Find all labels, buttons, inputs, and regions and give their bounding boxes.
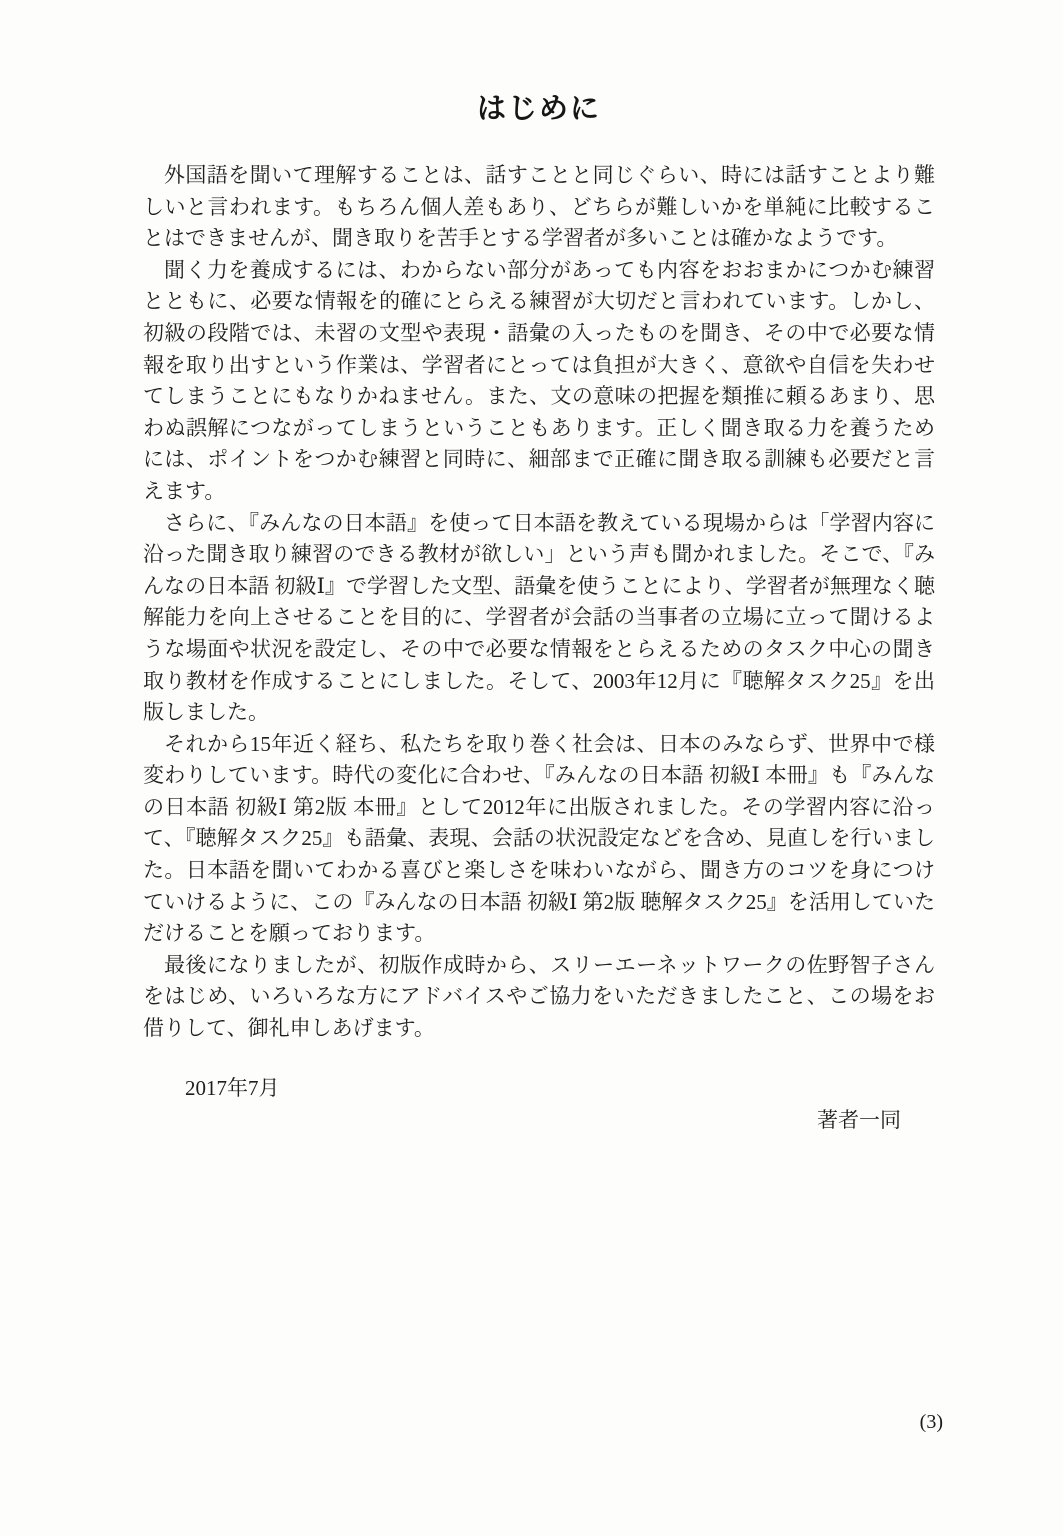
paragraph: 聞く力を養成するには、わからない部分があっても内容をおおまかにつかむ練習とともに、必要な情報を的確にとらえる練習が大切だと言われています。しかし、初級の段階では、未習の文型や表現・語彙の入ったものを聞き、その中で必要な情報を取り出すという作業は、学習者にとっては負担が大きく、意欲や自信を失わせてしまうことにもなりかねません。また、文の意味の把握を類推に頼るあまり、思わぬ誤解につながってしまうということもあります。正しく聞き取る力を養うためには、ポイントをつかむ練習と同時に、細部まで正確に聞き取る訓練も必要だと言えます。 [143, 257, 935, 503]
paragraph: 外国語を聞いて理解することは、話すことと同じぐらい、時には話すことより難しいと言われます。もちろん個人差もあり、どちらが難しいかを単純に比較することはできませんが、聞き取りを苦手とする学習者が多いことは確かなようです。 [143, 163, 935, 251]
preface-body [143, 160, 935, 1045]
page-number: (3) [919, 1411, 943, 1433]
page-content [143, 0, 935, 1137]
paragraph: それから15年近く経ち、私たちを取り巻く社会は、日本のみならず、世界中で様変わりしています。時代の変化に合わせ、『みんなの日本語 初級Ⅰ 本冊』も『みんなの日本語 初級Ⅰ 第2版 本冊』として2012年に出版されました。その学習内容に沿って、『聴解タスク25』も語彙、表現、会話の状況設定などを含め、見直しを行いました。日本語を聞いてわかる喜びと楽しさを味わいながら、聞き方のコツを身につけていけるように、この『みんなの日本語 初級Ⅰ 第2版 聴解タスク25』を活用していただけることを願っております。 [143, 731, 935, 946]
author-credit: 著者一同 [817, 1108, 901, 1133]
page-title: はじめに [476, 93, 601, 125]
publication-date: 2017年7月 [185, 1075, 280, 1100]
paragraph: さらに、『みんなの日本語』を使って日本語を教えている現場からは「学習内容に沿った聞き取り練習のできる教材が欲しい」という声も聞かれました。そこで、『みんなの日本語 初級Ⅰ』で学習した文型、語彙を使うことにより、学習者が無理なく聴解能力を向上させることを目的に、学習者が会話の当事者の立場に立って聞けるような場面や状況を設定し、その中で必要な情報をとらえるためのタスク中心の聞き取り教材を作成することにしました。そして、2003年12月に『聴解タスク25』を出版しました。 [143, 510, 935, 725]
paragraph: 最後になりましたが、初版作成時から、スリーエーネットワークの佐野智子さんをはじめ、いろいろな方にアドバイスやご協力をいただきましたこと、この場をお借りして、御礼申しあげます。 [143, 952, 935, 1041]
